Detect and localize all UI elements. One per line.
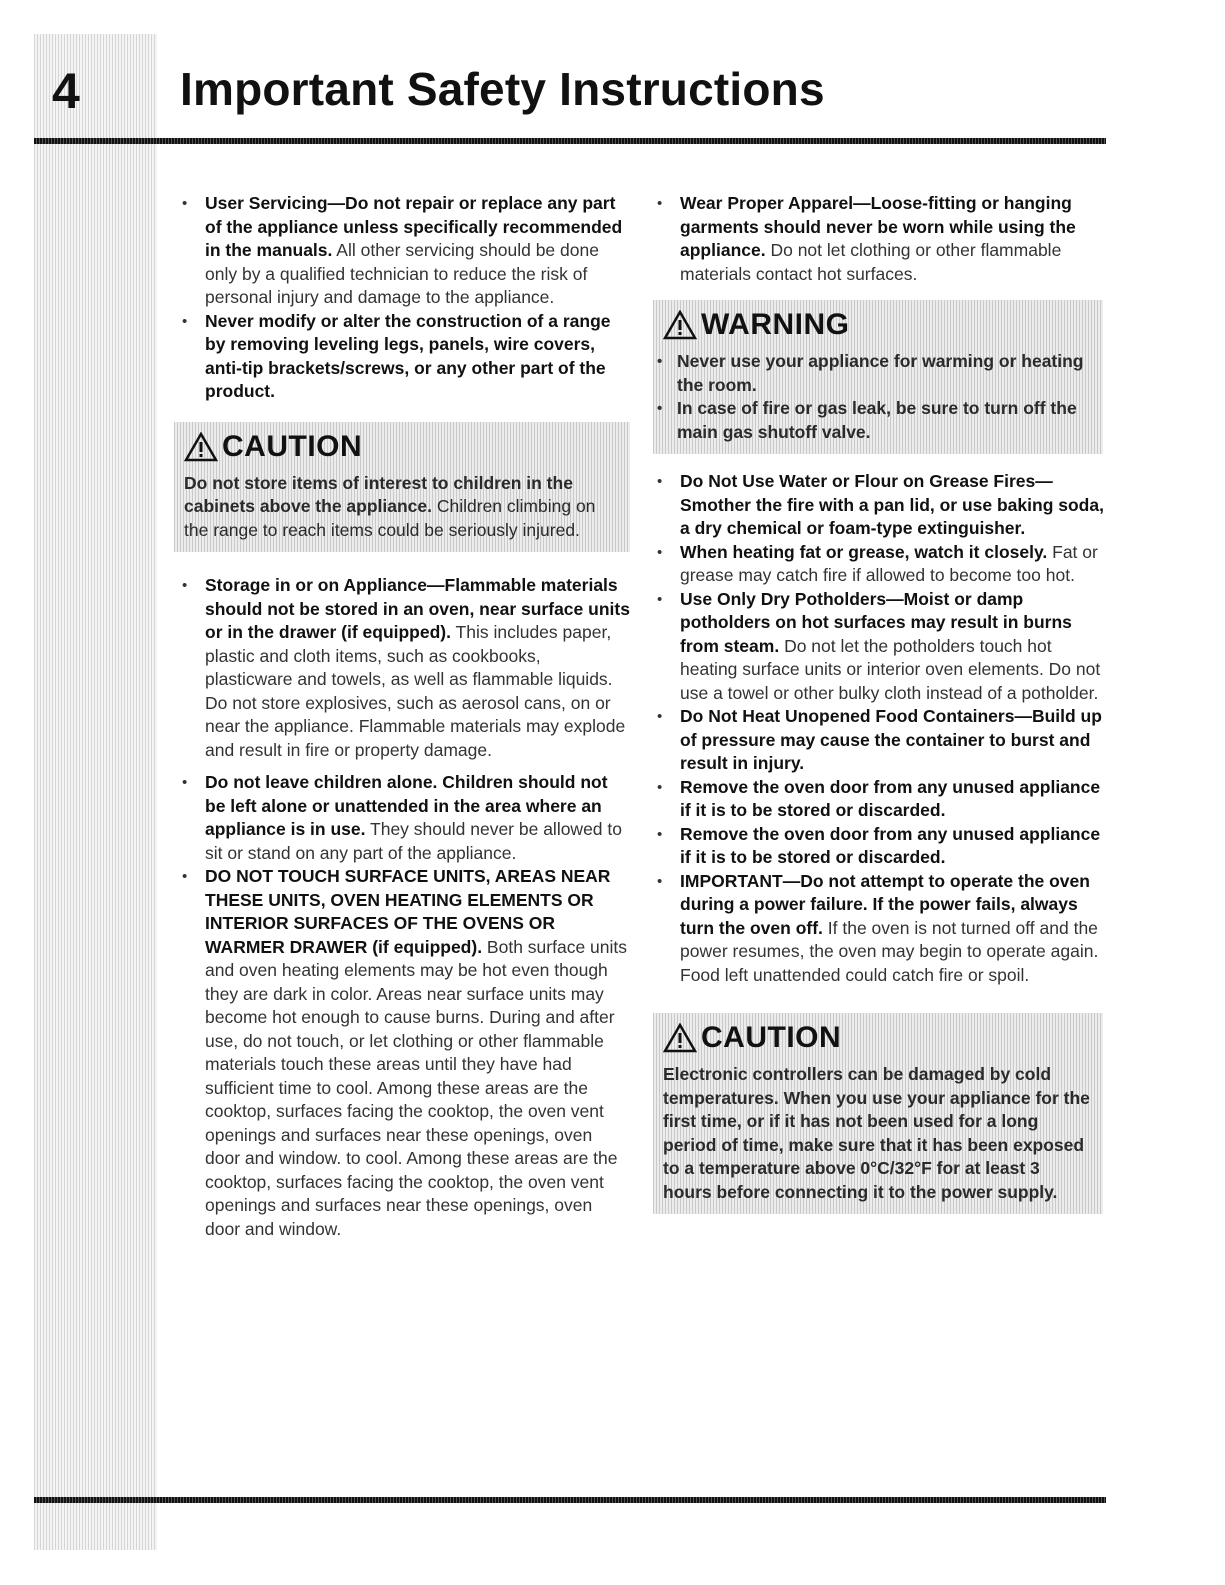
- caution-text: Do not store items of interest to children in the cabinets above the appliance. Children climbing on the range to reach items could be seriously injured.: [184, 472, 596, 540]
- caution-title: CAUTION: [701, 1021, 842, 1054]
- warning-triangle-icon: [663, 1023, 697, 1053]
- list-item: • Never use your appliance for warming or heating the room.: [653, 350, 1093, 397]
- list-item: • IMPORTANT—Do not attempt to operate the oven during a power failure. If the power fails, always turn the oven off. If the oven is not turned off and the power resumes, the oven may begin to operate again. Food left unattended could catch fire or spoil.: [653, 870, 1108, 988]
- right-column: [653, 192, 1108, 1214]
- side-band: [34, 34, 157, 1550]
- page-title: Important Safety Instructions: [180, 63, 825, 115]
- footer-rule: [34, 1497, 1106, 1503]
- list-item: • Use Only Dry Potholders—Moist or damp potholders on hot surfaces may result in burns from steam. Do not let the potholders touch hot heating surface units or interior oven elements. Do not use a towel or other bulky cloth instead of a potholder.: [653, 588, 1108, 706]
- caution-box: [653, 1013, 1103, 1214]
- list-item: • Do Not Heat Unopened Food Containers—Build up of pressure may cause the container to burst and result in injury.: [653, 705, 1108, 776]
- list-item: • User Servicing—Do not repair or replace any part of the appliance unless specifically recommended in the manuals. All other servicing should be done only by a qualified technician to reduce the risk of personal injury and damage to the appliance.: [178, 192, 630, 310]
- list-item: • Remove the oven door from any unused appliance if it is to be stored or discarded.: [653, 823, 1108, 870]
- header-rule: [34, 138, 1106, 144]
- list-item: • In case of fire or gas leak, be sure to turn off the main gas shutoff valve.: [653, 397, 1093, 444]
- list-item: • Storage in or on Appliance—Flammable materials should not be stored in an oven, near surface units or in the drawer (if equipped). This includes paper, plastic and cloth items, such as cookbooks, plasticware and towels, as well as flammable liquids. Do not store explosives, such as aerosol cans, on or near the appliance. Flammable materials may explode and result in fire or property damage.: [178, 574, 630, 762]
- warning-triangle-icon: [663, 310, 697, 340]
- warning-title: WARNING: [701, 308, 850, 341]
- list-item: • Wear Proper Apparel—Loose-fitting or hanging garments should never be worn while using the appliance. Do not let clothing or other flammable materials contact hot surfaces.: [653, 192, 1108, 286]
- left-column: [178, 192, 630, 1241]
- list-item: • Do not leave children alone. Children should not be left alone or unattended in the area where an appliance is in use. They should never be allowed to sit or stand on any part of the appliance.: [178, 771, 630, 865]
- warning-box: [653, 300, 1103, 454]
- list-item: • Do Not Use Water or Flour on Grease Fires—Smother the fire with a pan lid, or use baking soda, a dry chemical or foam-type extinguisher.: [653, 470, 1108, 541]
- list-item: • When heating fat or grease, watch it closely. Fat or grease may catch fire if allowed to become too hot.: [653, 541, 1108, 588]
- caution-box: [174, 422, 630, 553]
- left-bullets-bottom: [178, 574, 630, 1241]
- caution-text: Electronic controllers can be damaged by cold temperatures. When you use your appliance for the first time, or if it has not been used for a long period of time, make sure that it has been exposed to a temperature above 0°C/32°F for at least 3 hours before connecting it to the power supply.: [663, 1064, 1090, 1202]
- right-bullets-mid: [653, 470, 1108, 987]
- page-number: 4: [52, 63, 80, 119]
- left-bullets-top: [178, 192, 630, 404]
- list-item: • Remove the oven door from any unused appliance if it is to be stored or discarded.: [653, 776, 1108, 823]
- caution-title: CAUTION: [222, 429, 363, 463]
- list-item: • DO NOT TOUCH SURFACE UNITS, AREAS NEAR THESE UNITS, OVEN HEATING ELEMENTS OR INTERIOR SURFACES OF THE OVENS OR WARMER DRAWER (if equipped). Both surface units and oven heating elements may be hot even though they are dark in color. Areas near surface units may become hot enough to cause burns. During and after use, do not touch, or let clothing or other flammable materials touch these areas until they have had sufficient time to cool. Among these areas are the cooktop, surfaces facing the cooktop, the oven vent openings and surfaces near these openings, oven door and window. to cool. Among these areas are the cooktop, surfaces facing the cooktop, the oven vent openings and surfaces near these openings, oven door and window.: [178, 865, 630, 1241]
- list-item: • Never modify or alter the construction of a range by removing leveling legs, panels, wire covers, anti-tip brackets/screws, or any other part of the product.: [178, 310, 630, 404]
- warning-triangle-icon: [184, 432, 218, 462]
- right-bullets-top: [653, 192, 1108, 286]
- warning-list: [653, 350, 1093, 444]
